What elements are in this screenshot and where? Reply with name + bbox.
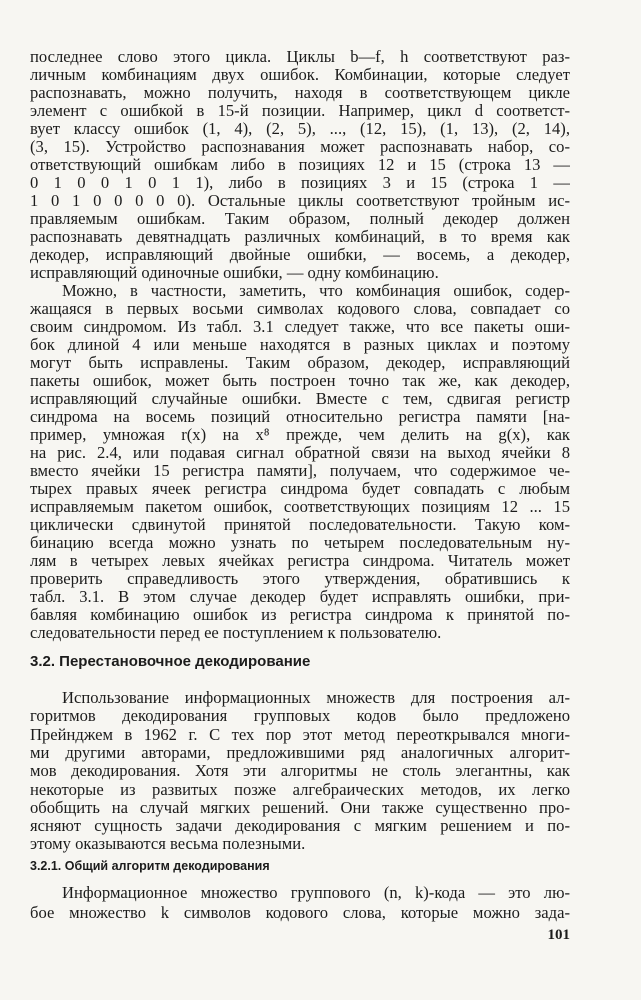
text-line: правляемым ошибкам. Таким образом, полный декодер должен xyxy=(30,209,570,228)
text-line: Использование информационных множеств для построения ал- xyxy=(62,688,570,707)
text-line: циклически сдвинутой принятой последовательности. Такую ком- xyxy=(30,515,570,534)
text-line: исправляющий случайные ошибки. Вместе с тем, сдвигая регистр xyxy=(30,389,570,408)
text-line: пример, умножая r(x) на x⁸ прежде, чем делить на g(x), как xyxy=(30,425,570,444)
text-line: пакеты ошибок, может быть построен точно так же, как декодер, xyxy=(30,371,570,390)
text-line: этому оказываются весьма полезными. xyxy=(30,834,306,854)
text-line: 0 1 0 0 1 0 1 1), либо в позициях 3 и 15 (строка 1 — xyxy=(30,173,570,192)
text-line: следовательности перед ее поступлением к пользователю. xyxy=(30,623,442,642)
text-line: личным комбинациям двух ошибок. Комбинации, которые следует xyxy=(30,65,570,84)
page-number: 101 xyxy=(547,927,570,943)
text-line: своим синдромом. Из табл. 3.1 следует также, что все пакеты оши- xyxy=(30,317,570,336)
text-line: ми другими авторами, предложившими ряд аналогичных алгорит- xyxy=(30,742,570,762)
text-line: исправляемым пакетом ошибок, соответствующих позициям 12 ... 15 xyxy=(30,497,570,516)
text-line: ответствующий ошибкам либо в позициях 12 и 15 (строка 13 — xyxy=(30,155,570,174)
text-line: бок длиной 4 или меньше находятся в разных циклах и поэтому xyxy=(30,335,570,354)
text-line: лям в четырех левых ячейках регистра синдрома. Читатель может xyxy=(30,551,570,570)
text-line: бинацию всегда можно узнать по четырем последовательным ну- xyxy=(30,533,570,552)
text-line: бое множество k символов кодового слова, которые можно зада- xyxy=(30,903,570,922)
text-line: горитмов декодирования групповых кодов было предложено xyxy=(30,706,570,726)
text-line: бавляя комбинацию ошибок из регистра синдрома к принятой по- xyxy=(30,605,570,624)
text-line: вместо ячейки 15 регистра памяти], получаем, что содержимое че- xyxy=(30,461,570,480)
text-line: тырех правых ячеек регистра синдрома будет совпадать с любым xyxy=(30,479,570,498)
text-line: некоторые из развитых позже алгебраических методов, их легко xyxy=(30,779,570,799)
text-line: мов декодирования. Хотя эти алгоритмы не столь элегантны, как xyxy=(30,761,570,781)
text-line: распознавать, можно получить, находя в соответствующем цикле xyxy=(30,83,570,102)
text-line: могут быть исправлены. Таким образом, декодер, исправляющий xyxy=(30,353,570,372)
text-line: (3, 15). Устройство распознавания может распознавать набор, со- xyxy=(30,137,570,156)
text-line: 1 0 1 0 0 0 0 0). Остальные циклы соответствуют тройным ис- xyxy=(30,191,570,210)
text-line: распознавать девятнадцать различных комбинаций, в то время как xyxy=(30,227,570,246)
section-heading: 3.2. Перестановочное декодирование xyxy=(30,653,311,670)
text-line: Прейнджем в 1962 г. С тех пор этот метод переоткрывался многи- xyxy=(30,724,570,744)
text-line: элемент с ошибкой в 15-й позиции. Например, цикл d соответст- xyxy=(30,101,570,120)
text-line: Можно, в частности, заметить, что комбинация ошибок, содер- xyxy=(62,281,570,300)
subsection-heading: 3.2.1. Общий алгоритм декодирования xyxy=(30,859,270,873)
text-line: ясняют сущность задачи декодирования с мягким решением и по- xyxy=(30,816,570,836)
text-line: вует классу ошибок (1, 4), (2, 5), ..., (12, 15), (1, 13), (2, 14), xyxy=(30,119,570,138)
text-line: синдрома на восемь позиций относительно регистра памяти [на- xyxy=(30,407,570,426)
text-line: последнее слово этого цикла. Циклы b—f, h соответствуют раз- xyxy=(30,47,570,66)
text-line: табл. 3.1. В этом случае декодер будет исправлять ошибки, при- xyxy=(30,587,570,606)
text-line: Информационное множество группового (n, k)-кода — это лю- xyxy=(62,883,570,902)
text-line: на рис. 2.4, или подавая сигнал обратной связи на выход ячейки 8 xyxy=(30,443,570,462)
text-line: обобщить на случай мягких решений. Они также существенно про- xyxy=(30,797,570,817)
text-line: декодер, исправляющий двойные ошибки, — восемь, а декодер, xyxy=(30,245,570,264)
text-line: проверить справедливость этого утверждения, обратившись к xyxy=(30,569,570,588)
text-line: жащаяся в первых восьми символах кодового слова, совпадает со xyxy=(30,299,570,318)
text-line: исправляющий одиночные ошибки, — одну комбинацию. xyxy=(30,263,439,282)
